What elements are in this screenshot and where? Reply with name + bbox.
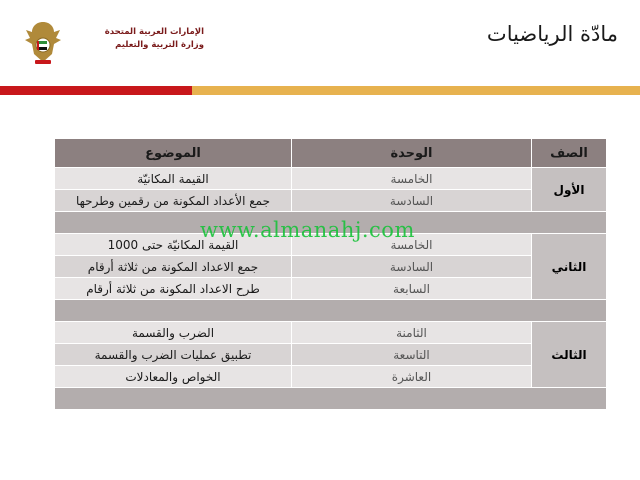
table-row [55,278,607,300]
unit-cell: الخامسة [292,234,532,256]
topic-cell: القيمة المكانيّة [55,168,292,190]
separator-row [55,388,607,410]
topic-cell: تطبيق عمليات الضرب والقسمة [55,344,292,366]
grade-cell-first: الأول [532,168,607,212]
topic-cell: الخواص والمعادلات [55,366,292,388]
table-row [55,344,607,366]
ministry-line-2: وزارة التربية والتعليم [115,40,204,50]
table-row [55,190,607,212]
page-title: مادّة الرياضيات [486,22,618,46]
ministry-line-1: الإمارات العربية المتحدة [104,27,204,37]
table-row [55,168,607,190]
uae-emblem-logo [22,18,64,68]
grade-column-header: الصف [532,139,607,168]
grade-cell-third: الثالث [532,322,607,388]
table-header-row [55,139,607,168]
topic-cell: جمع الأعداد المكونة من رقمين وطرحها [55,190,292,212]
separator-row [55,300,607,322]
unit-cell: التاسعة [292,344,532,366]
unit-cell: العاشرة [292,366,532,388]
topic-cell: الضرب والقسمة [55,322,292,344]
unit-cell: السادسة [292,190,532,212]
watermark-text: www.almanahj.com [200,218,415,242]
topic-column-header: الموضوع [55,139,292,168]
ministry-name [64,26,204,52]
topic-cell: جمع الاعداد المكونة من ثلاثة أرقام [55,256,292,278]
gold-divider-band [192,86,640,95]
topic-cell: القيمة المكانيّة حتى 1000 [55,234,292,256]
table-row [55,366,607,388]
table-row [55,322,607,344]
unit-cell: الثامنة [292,322,532,344]
red-divider-band [0,86,192,95]
unit-cell: السابعة [292,278,532,300]
table-row [55,256,607,278]
unit-cell: الخامسة [292,168,532,190]
topic-cell: طرح الاعداد المكونة من ثلاثة أرقام [55,278,292,300]
curriculum-table [54,138,607,410]
grade-cell-second: الثاني [532,234,607,300]
unit-column-header: الوحدة [292,139,532,168]
unit-cell: السادسة [292,256,532,278]
